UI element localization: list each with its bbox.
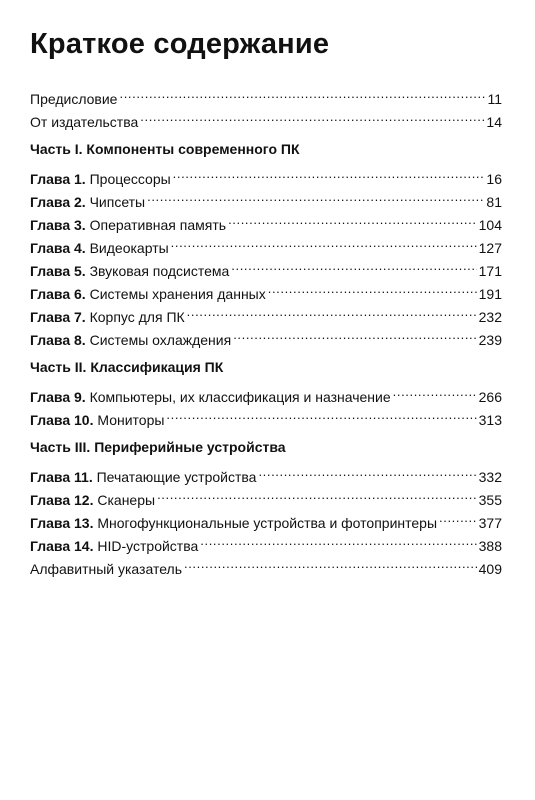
toc-entry-page: 409: [478, 561, 502, 577]
toc-entry-page: 127: [478, 240, 502, 256]
table-of-contents: [30, 81, 502, 577]
chapter-title: Оперативная память: [89, 217, 227, 233]
toc-entry-label: Предисловие: [30, 91, 118, 107]
chapter-title: Мониторы: [97, 412, 165, 428]
chapter-number: Глава 13.: [30, 515, 94, 531]
chapter-number: Глава 8.: [30, 332, 86, 348]
chapter-number: Глава 11.: [30, 469, 93, 485]
dot-leader: [147, 184, 484, 207]
chapter-number: Глава 1.: [30, 171, 86, 187]
dot-leader: [171, 230, 477, 253]
chapter-number: Глава 12.: [30, 492, 94, 508]
toc-entry-page: 81: [486, 194, 502, 210]
toc-page: [30, 26, 502, 577]
toc-entry-page: 239: [478, 332, 502, 348]
chapter-number: Глава 6.: [30, 286, 86, 302]
chapter-title: Печатающие устройства: [96, 469, 257, 485]
toc-entry-page: 171: [478, 263, 502, 279]
chapter-number: Глава 5.: [30, 263, 86, 279]
dot-leader: [268, 276, 477, 299]
chapter-title: Звуковая подсистема: [89, 263, 230, 279]
chapter-title: Корпус для ПК: [89, 309, 185, 325]
dot-leader: [187, 299, 477, 322]
chapter-title: Сканеры: [97, 492, 156, 508]
toc-entry-page: 16: [486, 171, 502, 187]
chapter-title: Процессоры: [89, 171, 171, 187]
page-title: Краткое содержание: [30, 28, 330, 60]
toc-entry-page: 14: [486, 114, 502, 130]
toc-entry-page: 355: [478, 492, 502, 508]
toc-entry-page: 191: [478, 286, 502, 302]
chapter-number: Глава 7.: [30, 309, 86, 325]
chapter-title: HID-устройства: [97, 538, 199, 554]
toc-entry-label: Алфавитный указатель: [30, 561, 182, 577]
dot-leader: [231, 253, 476, 276]
toc-entry-page: 232: [478, 309, 502, 325]
chapter-number: Глава 14.: [30, 538, 94, 554]
dot-leader: [166, 402, 476, 425]
dot-leader: [439, 505, 477, 528]
dot-leader: [228, 207, 477, 230]
toc-entry-page: 377: [478, 515, 502, 531]
toc-entry-page: 11: [487, 91, 502, 107]
toc-entry-chapter-11[interactable]: [30, 459, 502, 485]
toc-entry-page: 313: [478, 412, 502, 428]
dot-leader: [200, 528, 476, 551]
part-heading-3[interactable]: Часть III. Периферийные устройства: [30, 439, 286, 455]
toc-entry-label: От издательства: [30, 114, 139, 130]
dot-leader: [258, 459, 476, 482]
chapter-number: Глава 4.: [30, 240, 86, 256]
toc-entry-page: 388: [478, 538, 502, 554]
chapter-title: Многофункциональные устройства и фотопринтеры: [97, 515, 438, 531]
toc-entry-page: 332: [478, 469, 502, 485]
dot-leader: [173, 161, 485, 184]
dot-leader: [157, 482, 477, 505]
chapter-number: Глава 10.: [30, 412, 94, 428]
chapter-title: Компьютеры, их классификация и назначение: [89, 389, 391, 405]
dot-leader: [393, 379, 477, 402]
chapter-number: Глава 2.: [30, 194, 86, 210]
toc-entry-chapter-1[interactable]: [30, 161, 502, 187]
part-heading-2[interactable]: Часть II. Классификация ПК: [30, 359, 224, 375]
part-heading-1[interactable]: Часть I. Компоненты современного ПК: [30, 141, 300, 157]
dot-leader: [233, 322, 476, 345]
chapter-title: Видеокарты: [89, 240, 169, 256]
toc-entry-preface[interactable]: [30, 81, 502, 107]
toc-entry-page: 104: [478, 217, 502, 233]
chapter-number: Глава 3.: [30, 217, 86, 233]
chapter-title: Чипсеты: [89, 194, 146, 210]
chapter-number: Глава 9.: [30, 389, 86, 405]
chapter-title: Системы охлаждения: [89, 332, 232, 348]
chapter-title: Системы хранения данных: [89, 286, 266, 302]
dot-leader: [140, 104, 484, 127]
dot-leader: [184, 551, 477, 574]
dot-leader: [119, 81, 485, 104]
toc-entry-page: 266: [478, 389, 502, 405]
toc-entry-chapter-9[interactable]: [30, 379, 502, 405]
